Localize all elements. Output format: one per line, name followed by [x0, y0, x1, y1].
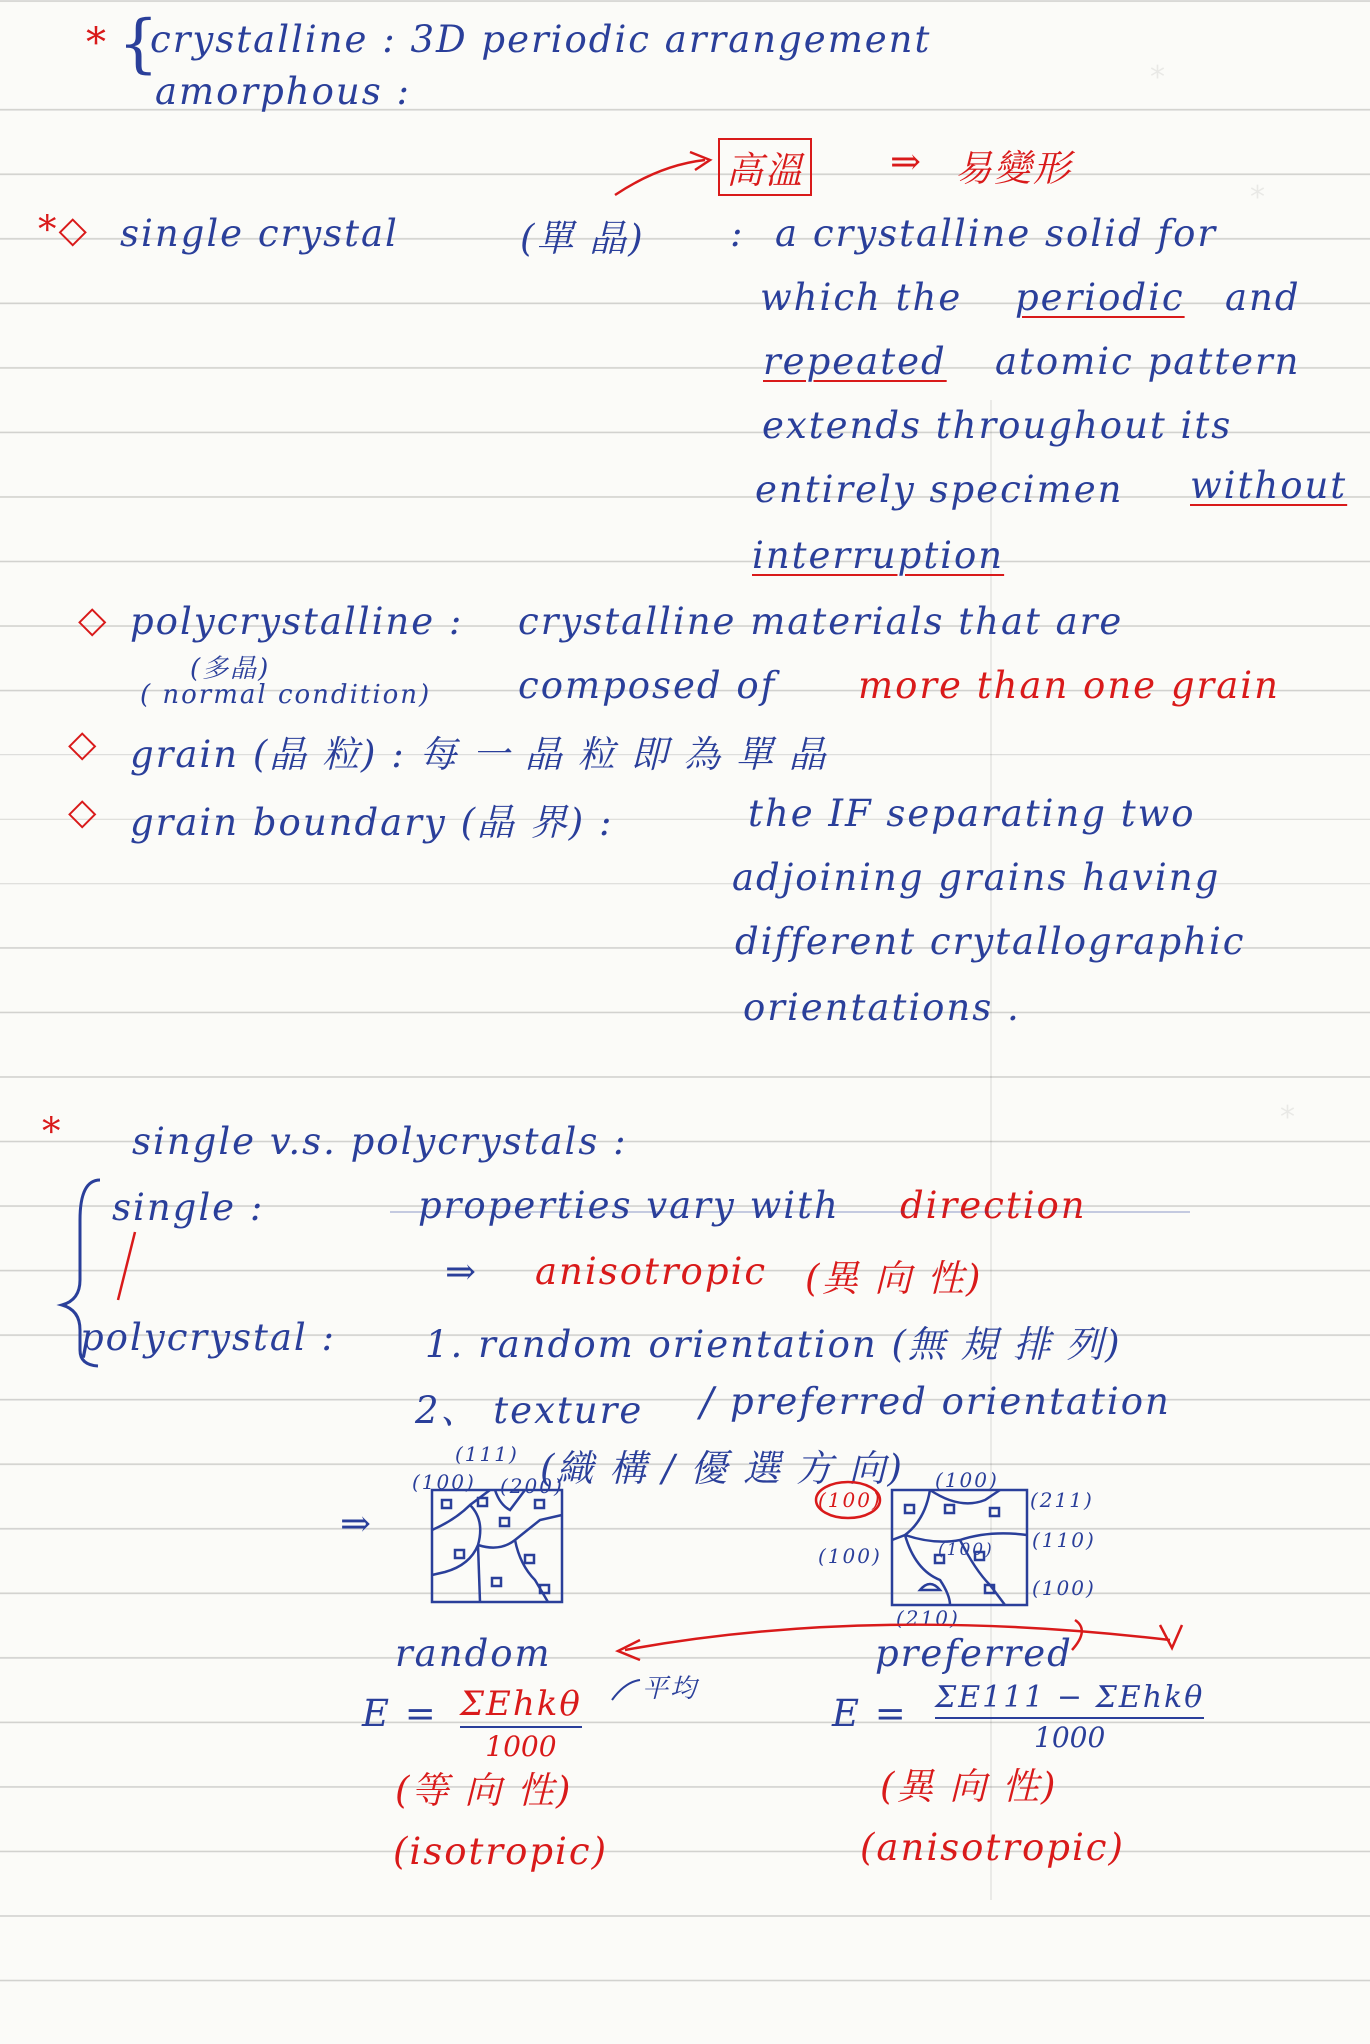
random-denominator: 1000: [485, 1730, 557, 1763]
single-crystal-chinese: (單 晶): [520, 217, 645, 260]
gb-def-1: the IF separating two: [748, 792, 1196, 835]
bracket-mark: [1072, 1620, 1082, 1650]
polycrystalline-chinese: (多晶): [190, 654, 271, 684]
def-line-2c: and: [1225, 276, 1301, 319]
label-200: (200): [500, 1474, 564, 1498]
gb-def-3: different crytallographic: [735, 920, 1246, 963]
random-numerator: ΣEhkθ: [460, 1684, 582, 1724]
gb-def-2: adjoining grains having: [732, 856, 1221, 899]
diamond-marker: ◇: [68, 722, 99, 765]
without-underlined: without: [1190, 464, 1348, 507]
anisotropic-word-2: (anisotropic): [860, 1826, 1125, 1869]
label-100-left: (100): [818, 1544, 882, 1568]
random-lhs: E =: [362, 1692, 438, 1735]
arrow-icon: ⇒: [890, 140, 924, 183]
isotropic-word: (isotropic): [393, 1830, 609, 1873]
amorphous-label: amorphous :: [155, 70, 411, 113]
label-100: (100): [412, 1470, 476, 1494]
brace: {: [118, 7, 161, 81]
diamond-marker: ◇: [78, 598, 109, 641]
preferred-grain-diagram: [892, 1490, 1027, 1605]
high-temp-note: 高溫: [718, 138, 812, 196]
poly-def-2a: composed of: [518, 664, 777, 707]
preferred-label: preferred: [875, 1632, 1073, 1675]
preferred-numerator: ΣE111 − ΣEhkθ: [935, 1680, 1205, 1715]
preferred-lhs: E =: [832, 1692, 908, 1735]
def-line-1: a crystalline solid for: [775, 212, 1218, 255]
normal-condition-note: ( normal condition): [140, 680, 432, 710]
label-110: (110): [1032, 1528, 1096, 1552]
anisotropic-chinese-2: (異 向 性): [880, 1765, 1058, 1808]
anisotropic-chinese: (異 向 性): [805, 1257, 983, 1300]
label-100-mid: (100): [938, 1540, 994, 1560]
slash: /: [700, 1380, 716, 1426]
label-100-circled: (100): [818, 1488, 882, 1512]
colon: :: [730, 212, 745, 255]
star-mark: *: [86, 20, 108, 66]
label-210: (210): [896, 1606, 960, 1630]
compare-heading: single v.s. polycrystals :: [132, 1120, 628, 1163]
random-label: random: [395, 1632, 552, 1675]
diamond-marker: ◇: [68, 790, 99, 833]
def-line-2a: which the: [760, 276, 963, 319]
polycrystalline-term: polycrystalline :: [130, 600, 464, 643]
crystalline-definition: crystalline : 3D periodic arrangement: [150, 18, 932, 61]
texture-chinese: (織 構 / 優 選 方 向): [540, 1447, 904, 1490]
bleed-through: * * *: [30, 0, 1370, 2044]
direction-word: direction: [900, 1184, 1087, 1227]
deform-note: 易變形: [955, 147, 1072, 190]
circle-highlight: [816, 1482, 880, 1518]
annotation-arrow: [615, 160, 705, 195]
option-preferred: preferred orientation: [730, 1380, 1171, 1423]
arrow-icon: ⇒: [340, 1502, 374, 1545]
star-diamond-marker: *◇: [38, 208, 89, 251]
grain-definition: grain (晶 粒) : 每 一 晶 粒 即 為 單 晶: [130, 733, 828, 776]
average-note: 平均: [642, 1674, 699, 1704]
polycrystal-label: polycrystal :: [80, 1316, 336, 1359]
def-line-5a: entirely specimen: [755, 468, 1124, 511]
single-properties: properties vary with: [418, 1184, 840, 1227]
brace-icon: [62, 1180, 100, 1366]
single-label: single :: [112, 1186, 265, 1229]
preferred-denominator: 1000: [1034, 1721, 1106, 1754]
anisotropic-word: anisotropic: [535, 1250, 768, 1293]
label-211: (211): [1030, 1488, 1094, 1512]
isotropic-chinese: (等 向 性): [395, 1769, 573, 1812]
comparison-arrow: [625, 1625, 1170, 1650]
star-mark: *: [42, 1110, 63, 1153]
label-100-right: (100): [1032, 1576, 1096, 1600]
single-crystal-term: single crystal: [120, 212, 399, 255]
poly-def-1: crystalline materials that are: [518, 600, 1124, 643]
repeated-underlined: repeated: [763, 340, 947, 383]
arrow-head: [1160, 1625, 1182, 1648]
def-line-3b: atomic pattern: [995, 340, 1301, 383]
label-111: (111): [455, 1442, 519, 1466]
random-grain-diagram: [432, 1490, 562, 1602]
interruption-underlined: interruption: [752, 534, 1005, 577]
label-100-top: (100): [935, 1468, 999, 1492]
avg-arrow: [612, 1680, 640, 1700]
poly-def-2b: more than one grain: [858, 664, 1280, 707]
def-line-4: extends throughout its: [762, 404, 1233, 447]
grain-boundary-term: grain boundary (晶 界) :: [130, 801, 614, 844]
arrow-icon: ⇒: [445, 1250, 479, 1293]
tick-mark: [118, 1232, 135, 1300]
option-random: 1. random orientation (無 規 排 列): [425, 1323, 1122, 1366]
option-texture: 2、 texture: [415, 1389, 644, 1432]
gb-def-4: orientations .: [743, 986, 1021, 1029]
periodic-underlined: periodic: [1015, 276, 1185, 319]
